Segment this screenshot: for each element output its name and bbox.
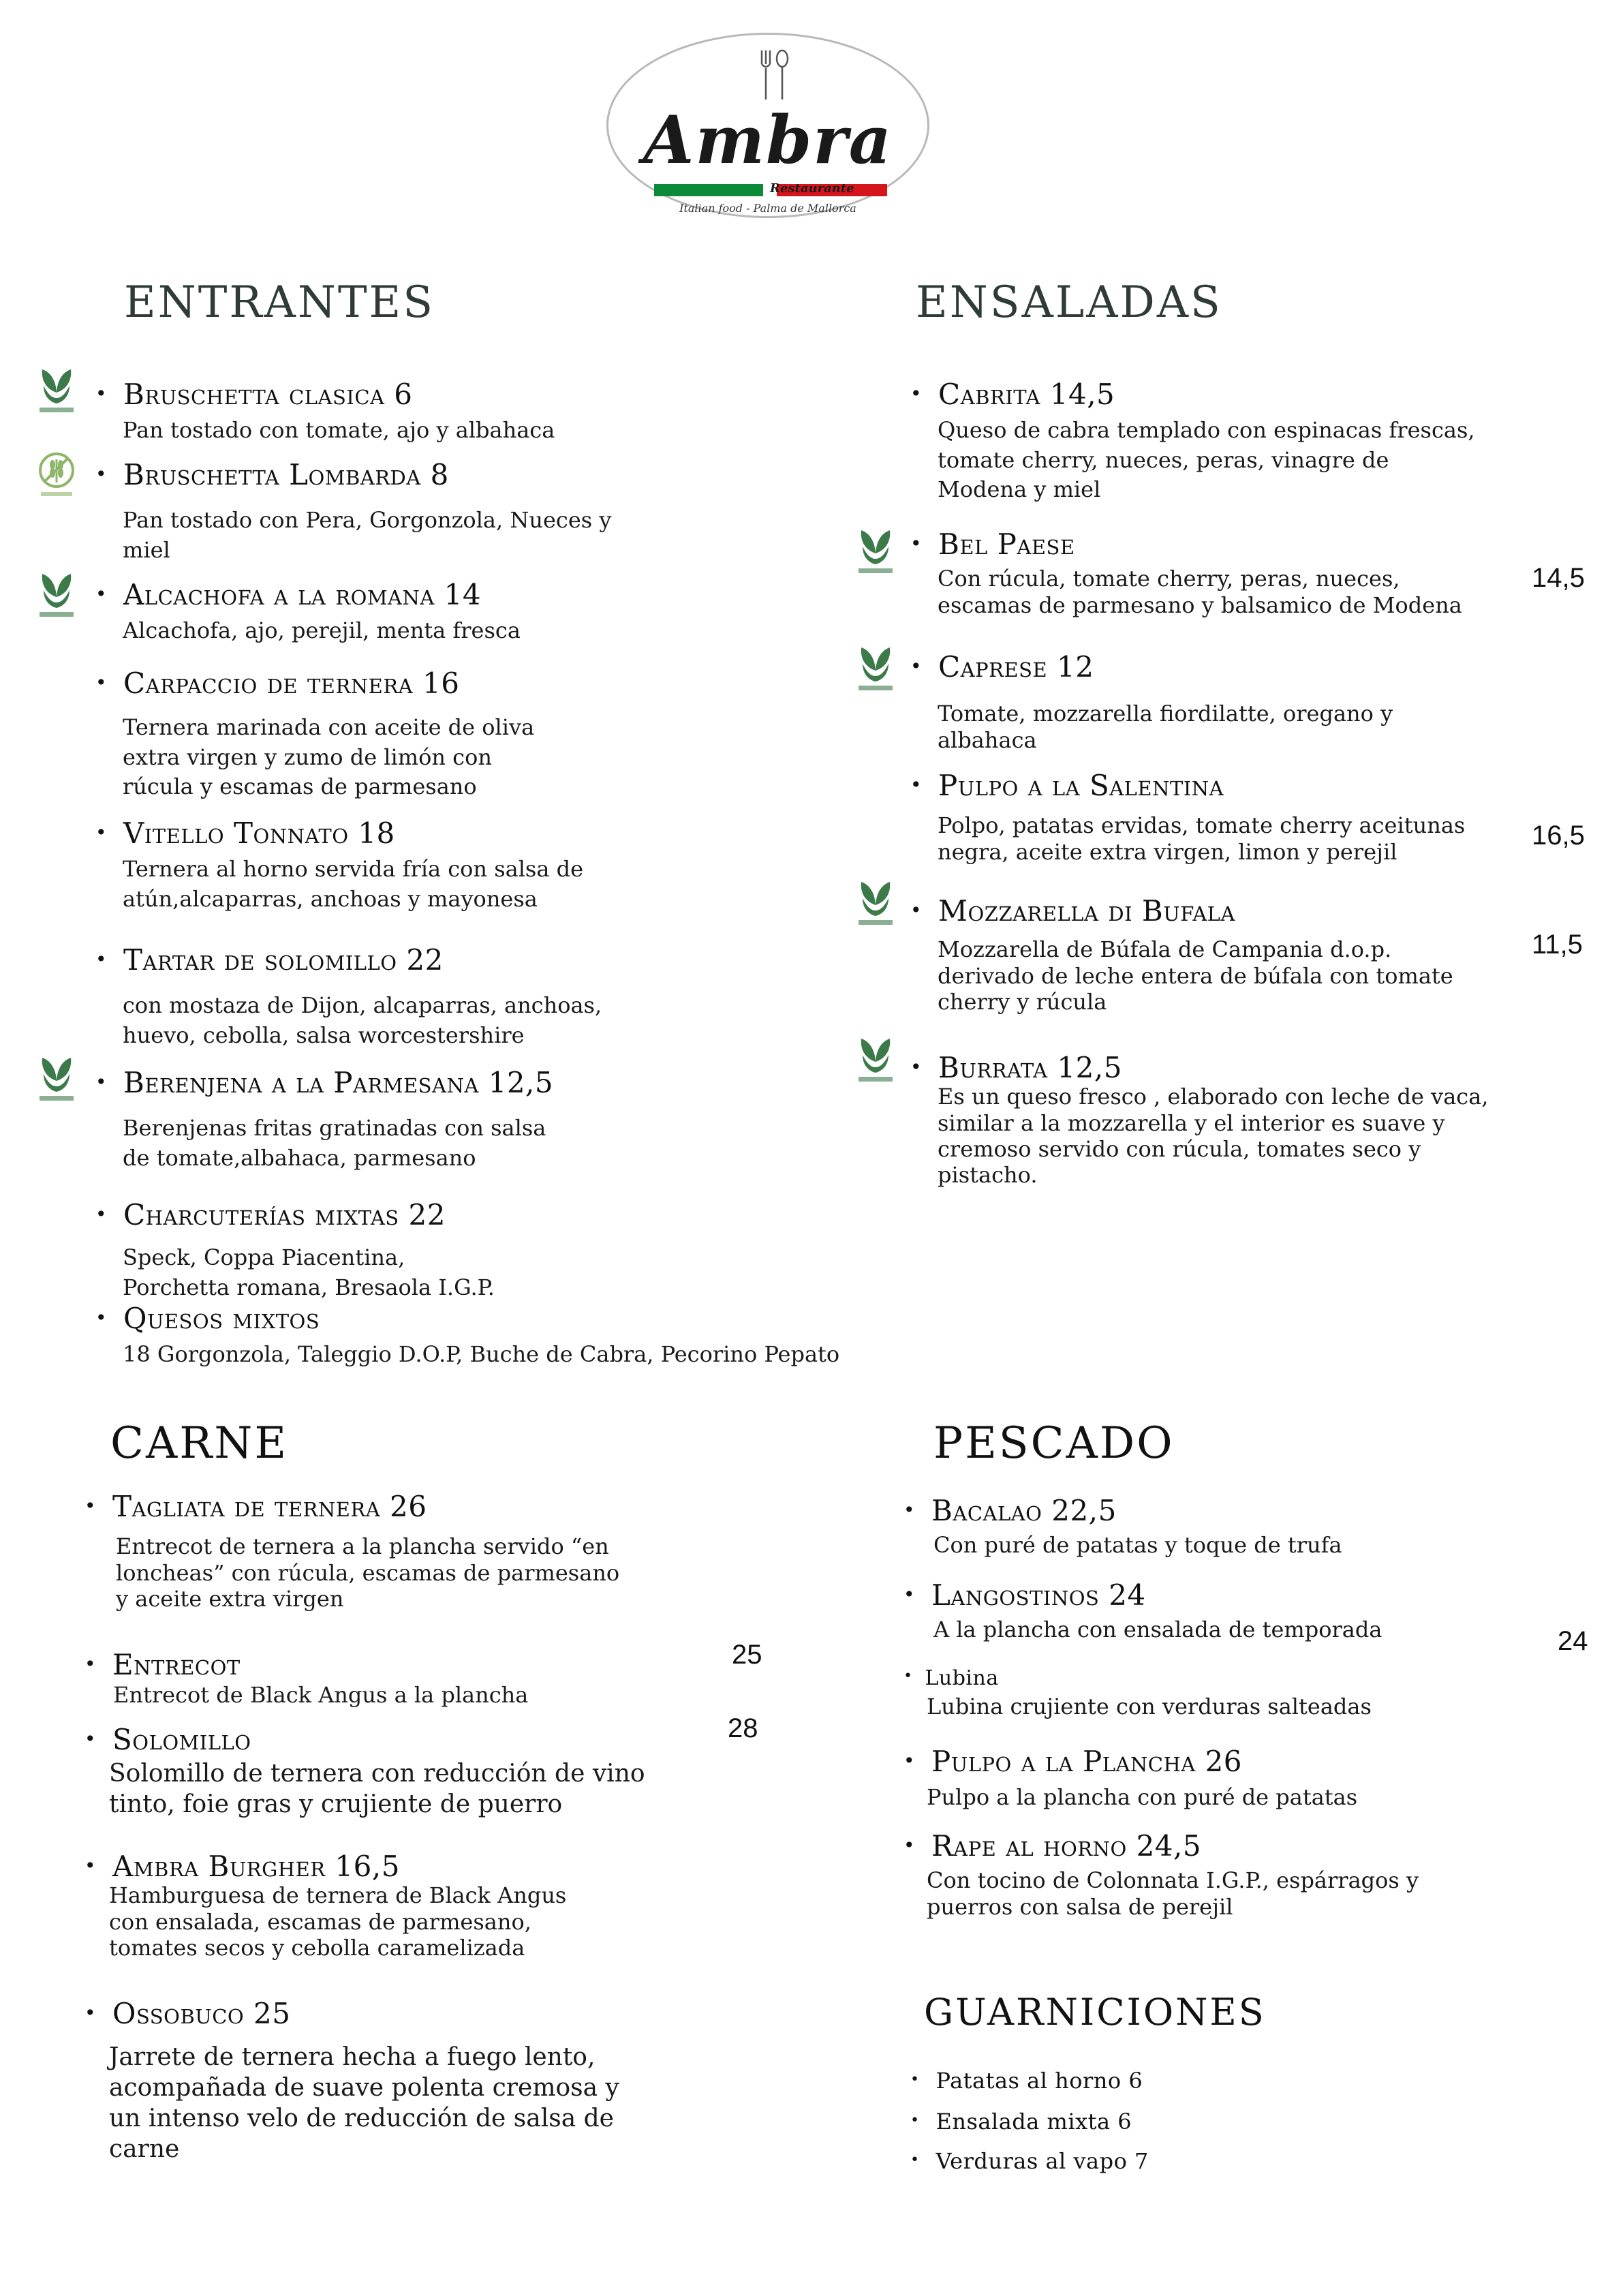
bullet: •: [910, 532, 923, 555]
menu-item: [910, 379, 1475, 505]
item-name: Quesos mixtos: [123, 1302, 320, 1335]
bullet: •: [903, 1749, 916, 1772]
bullet: •: [95, 463, 108, 485]
item-name: Bruschetta clasica 6: [123, 378, 413, 411]
menu-item: [903, 1667, 1372, 1722]
item-name: Bel Paese: [938, 527, 1075, 561]
vegetarian-leaf-icon: [853, 643, 898, 697]
menu-item: [84, 1724, 645, 1820]
bullet: •: [84, 1653, 97, 1675]
item-price: 14,5: [1532, 563, 1585, 593]
item-price: 11,5: [1532, 930, 1583, 960]
bullet: •: [95, 382, 108, 405]
menu-item: [910, 1052, 1488, 1189]
item-name: Patatas al horno 6: [936, 2068, 1143, 2094]
menu-item: [910, 770, 1465, 865]
item-description: Entrecot de ternera a la plancha servido “en loncheas” con rúcula, escamas de parmesano y aceite extra virgen: [116, 1533, 620, 1612]
fork-spoon-icon: [755, 48, 792, 102]
item-name: Pulpo a la Salentina: [938, 769, 1224, 802]
menu-item: [910, 529, 1462, 618]
item-description: Queso de cabra templado con espinacas frescas, tomate cherry, nueces, peras, vinagre de Modena y miel: [938, 417, 1475, 503]
item-name: Entrecot: [112, 1648, 241, 1681]
menu-item: [84, 1998, 619, 2164]
menu-item: [95, 459, 611, 565]
bullet: •: [910, 2071, 920, 2088]
item-description: Con rúcula, tomate cherry, peras, nueces, escamas de parmesano y balsamico de Modena: [938, 566, 1462, 618]
menu-item: [84, 1649, 528, 1711]
item-name: Vitello Tonnato 18: [123, 816, 395, 850]
section-title-carne: CARNE: [110, 1418, 289, 1469]
item-name: Rape al horno 24,5: [931, 1829, 1202, 1863]
item-description: Entrecot de Black Angus a la plancha: [113, 1682, 529, 1709]
item-name: Solomillo: [112, 1723, 251, 1756]
item-description: 18 Gorgonzola, Taleggio D.O.P, Buche de Cabra, Pecorino Pepato: [123, 1341, 840, 1368]
bullet: •: [903, 1834, 916, 1856]
item-description: Pan tostado con tomate, ajo y albahaca: [123, 417, 555, 444]
bullet: •: [95, 671, 108, 694]
section-title-guarniciones: GUARNICIONES: [924, 1991, 1266, 2034]
logo-name: Ambra: [643, 102, 893, 179]
item-description: Speck, Coppa Piacentina, Porchetta romana, Bresaola I.G.P.: [123, 1244, 495, 1300]
item-description: Pan tostado con Pera, Gorgonzola, Nueces y miel: [123, 507, 612, 563]
menu-item: [910, 652, 1393, 753]
item-name: Pulpo a la Plancha 26: [931, 1745, 1243, 1778]
item-name: Alcachofa a la romana 14: [123, 578, 482, 611]
vegetarian-leaf-icon: [34, 365, 79, 418]
menu-item: [95, 1199, 495, 1302]
item-description: Hamburguesa de ternera de Black Angus con ensalada, escamas de parmesano, tomates secos y cebolla caramelizada: [109, 1882, 567, 1961]
item-description: Solomillo de ternera con reducción de vino tinto, foie gras y crujiente de puerro: [109, 1760, 645, 1819]
list-item: [910, 2069, 1143, 2093]
item-description: Ternera al horno servida fría con salsa de atún,alcaparras, anchoas y mayonesa: [123, 856, 584, 912]
restaurant-logo: [606, 33, 929, 218]
item-description: Jarrete de ternera hecha a fuego lento, acompañada de suave polenta cremosa y un intenso velo de reducción de salsa de carne: [109, 2043, 619, 2164]
bullet: •: [903, 1499, 916, 1521]
item-description: Berenjenas fritas gratinadas con salsa de tomate,albahaca, parmesano: [123, 1115, 546, 1171]
bullet: •: [910, 2112, 920, 2129]
menu-item: [95, 668, 534, 802]
menu-item: [84, 1851, 566, 1961]
bullet: •: [910, 382, 923, 405]
item-description: Pulpo a la plancha con puré de patatas: [927, 1784, 1358, 1811]
item-description: A la plancha con ensalada de temporada: [933, 1617, 1382, 1643]
bullet: •: [910, 1056, 923, 1078]
section-title-ensaladas: ENSALADAS: [916, 277, 1222, 328]
item-name: Tagliata de ternera 26: [112, 1490, 427, 1523]
bullet: •: [95, 821, 108, 844]
menu-item: [95, 1303, 839, 1370]
bullet: •: [910, 655, 923, 677]
item-name: Bruschetta Lombarda 8: [123, 458, 449, 491]
item-name: Charcuterías mixtas 22: [123, 1198, 446, 1231]
item-description: Con puré de patatas y toque de trufa: [933, 1532, 1342, 1559]
section-title-entrantes: ENTRANTES: [124, 277, 435, 328]
menu-item: [95, 579, 521, 646]
bullet: •: [84, 1728, 97, 1750]
item-name: Verduras al vapo 7: [936, 2148, 1149, 2174]
item-description: Con tocino de Colonnata I.G.P., espárragos y puerros con salsa de perejil: [927, 1867, 1419, 1920]
menu-item: [95, 818, 583, 914]
vegetarian-leaf-icon: [34, 1054, 79, 1107]
item-price: 24: [1558, 1626, 1588, 1656]
menu-item: [903, 1495, 1342, 1561]
bullet: •: [910, 2152, 920, 2169]
item-name: Caprese 12: [938, 650, 1094, 684]
bullet: •: [84, 2002, 97, 2024]
flag-green-stripe: [654, 184, 763, 196]
item-name: Tartar de solomillo 22: [123, 943, 444, 977]
bullet: •: [903, 1668, 913, 1685]
bullet: •: [95, 1071, 108, 1093]
menu-item: [95, 1067, 553, 1173]
gluten-free-icon: [34, 450, 79, 503]
bullet: •: [84, 1495, 97, 1517]
bullet: •: [910, 774, 923, 796]
item-description: Lubina crujiente con verduras salteadas: [927, 1694, 1372, 1719]
item-name: Ossobuco 25: [112, 1997, 291, 2030]
bullet: •: [95, 1203, 108, 1225]
item-name: Langostinos 24: [931, 1578, 1146, 1612]
menu-item: [903, 1580, 1382, 1645]
menu-item: [903, 1746, 1357, 1813]
bullet: •: [95, 1306, 108, 1329]
item-description: Mozzarella de Búfala de Campania d.o.p. derivado de leche entera de búfala con tomate cherry y rúcula: [938, 936, 1453, 1015]
item-name: Bacalao 22,5: [931, 1494, 1117, 1527]
bullet: •: [910, 899, 923, 921]
bullet: •: [84, 1854, 97, 1877]
bullet: •: [95, 948, 108, 970]
item-description: con mostaza de Dijon, alcaparras, anchoas, huevo, cebolla, salsa worcestershire: [123, 992, 602, 1048]
vegetarian-leaf-icon: [853, 1035, 898, 1088]
item-description: Es un queso fresco , elaborado con leche de vaca, similar a la mozzarella y el interior es suave y cremoso servido con rúcula, tomates seco y pistacho.: [938, 1084, 1489, 1189]
logo-subtitle: Restaurante: [770, 181, 854, 196]
menu-item: [910, 896, 1453, 1015]
item-name: Berenjena a la Parmesana 12,5: [123, 1066, 554, 1099]
menu-item: [903, 1831, 1419, 1920]
item-description: Alcachofa, ajo, perejil, menta fresca: [123, 617, 521, 644]
menu-item: [95, 945, 602, 1050]
item-name: Mozzarella di Bufala: [938, 894, 1235, 928]
item-description: Tomate, mozzarella fiordilatte, oregano y albahaca: [938, 701, 1393, 753]
logo-tagline: Italian food - Palma de Mallorca: [679, 202, 856, 215]
list-item: [910, 2110, 1132, 2134]
section-title-pescado: PESCADO: [933, 1418, 1175, 1469]
bullet: •: [95, 583, 108, 605]
item-price: 28: [728, 1713, 758, 1743]
bullet: •: [903, 1583, 916, 1606]
vegetarian-leaf-icon: [853, 526, 898, 579]
item-name: Cabrita 14,5: [938, 378, 1115, 411]
item-name: Ambra Burgher 16,5: [112, 1850, 400, 1883]
item-description: Polpo, patatas ervidas, tomate cherry aceitunas negra, aceite extra virgen, limon y perejil: [938, 812, 1466, 865]
menu-item: [84, 1491, 619, 1612]
item-name: Ensalada mixta 6: [936, 2109, 1132, 2134]
item-name: Lubina: [925, 1666, 999, 1690]
item-price: 16,5: [1532, 821, 1585, 851]
list-item: [910, 2149, 1149, 2173]
vegetarian-leaf-icon: [853, 878, 898, 931]
menu-item: [95, 379, 555, 446]
vegetarian-leaf-icon: [34, 570, 79, 623]
item-name: Burrata 12,5: [938, 1051, 1122, 1084]
item-price: 25: [732, 1640, 762, 1670]
item-name: Carpaccio de ternera 16: [123, 667, 460, 700]
item-description: Ternera marinada con aceite de oliva extra virgen y zumo de limón con rúcula y escamas de parmesano: [123, 714, 535, 800]
